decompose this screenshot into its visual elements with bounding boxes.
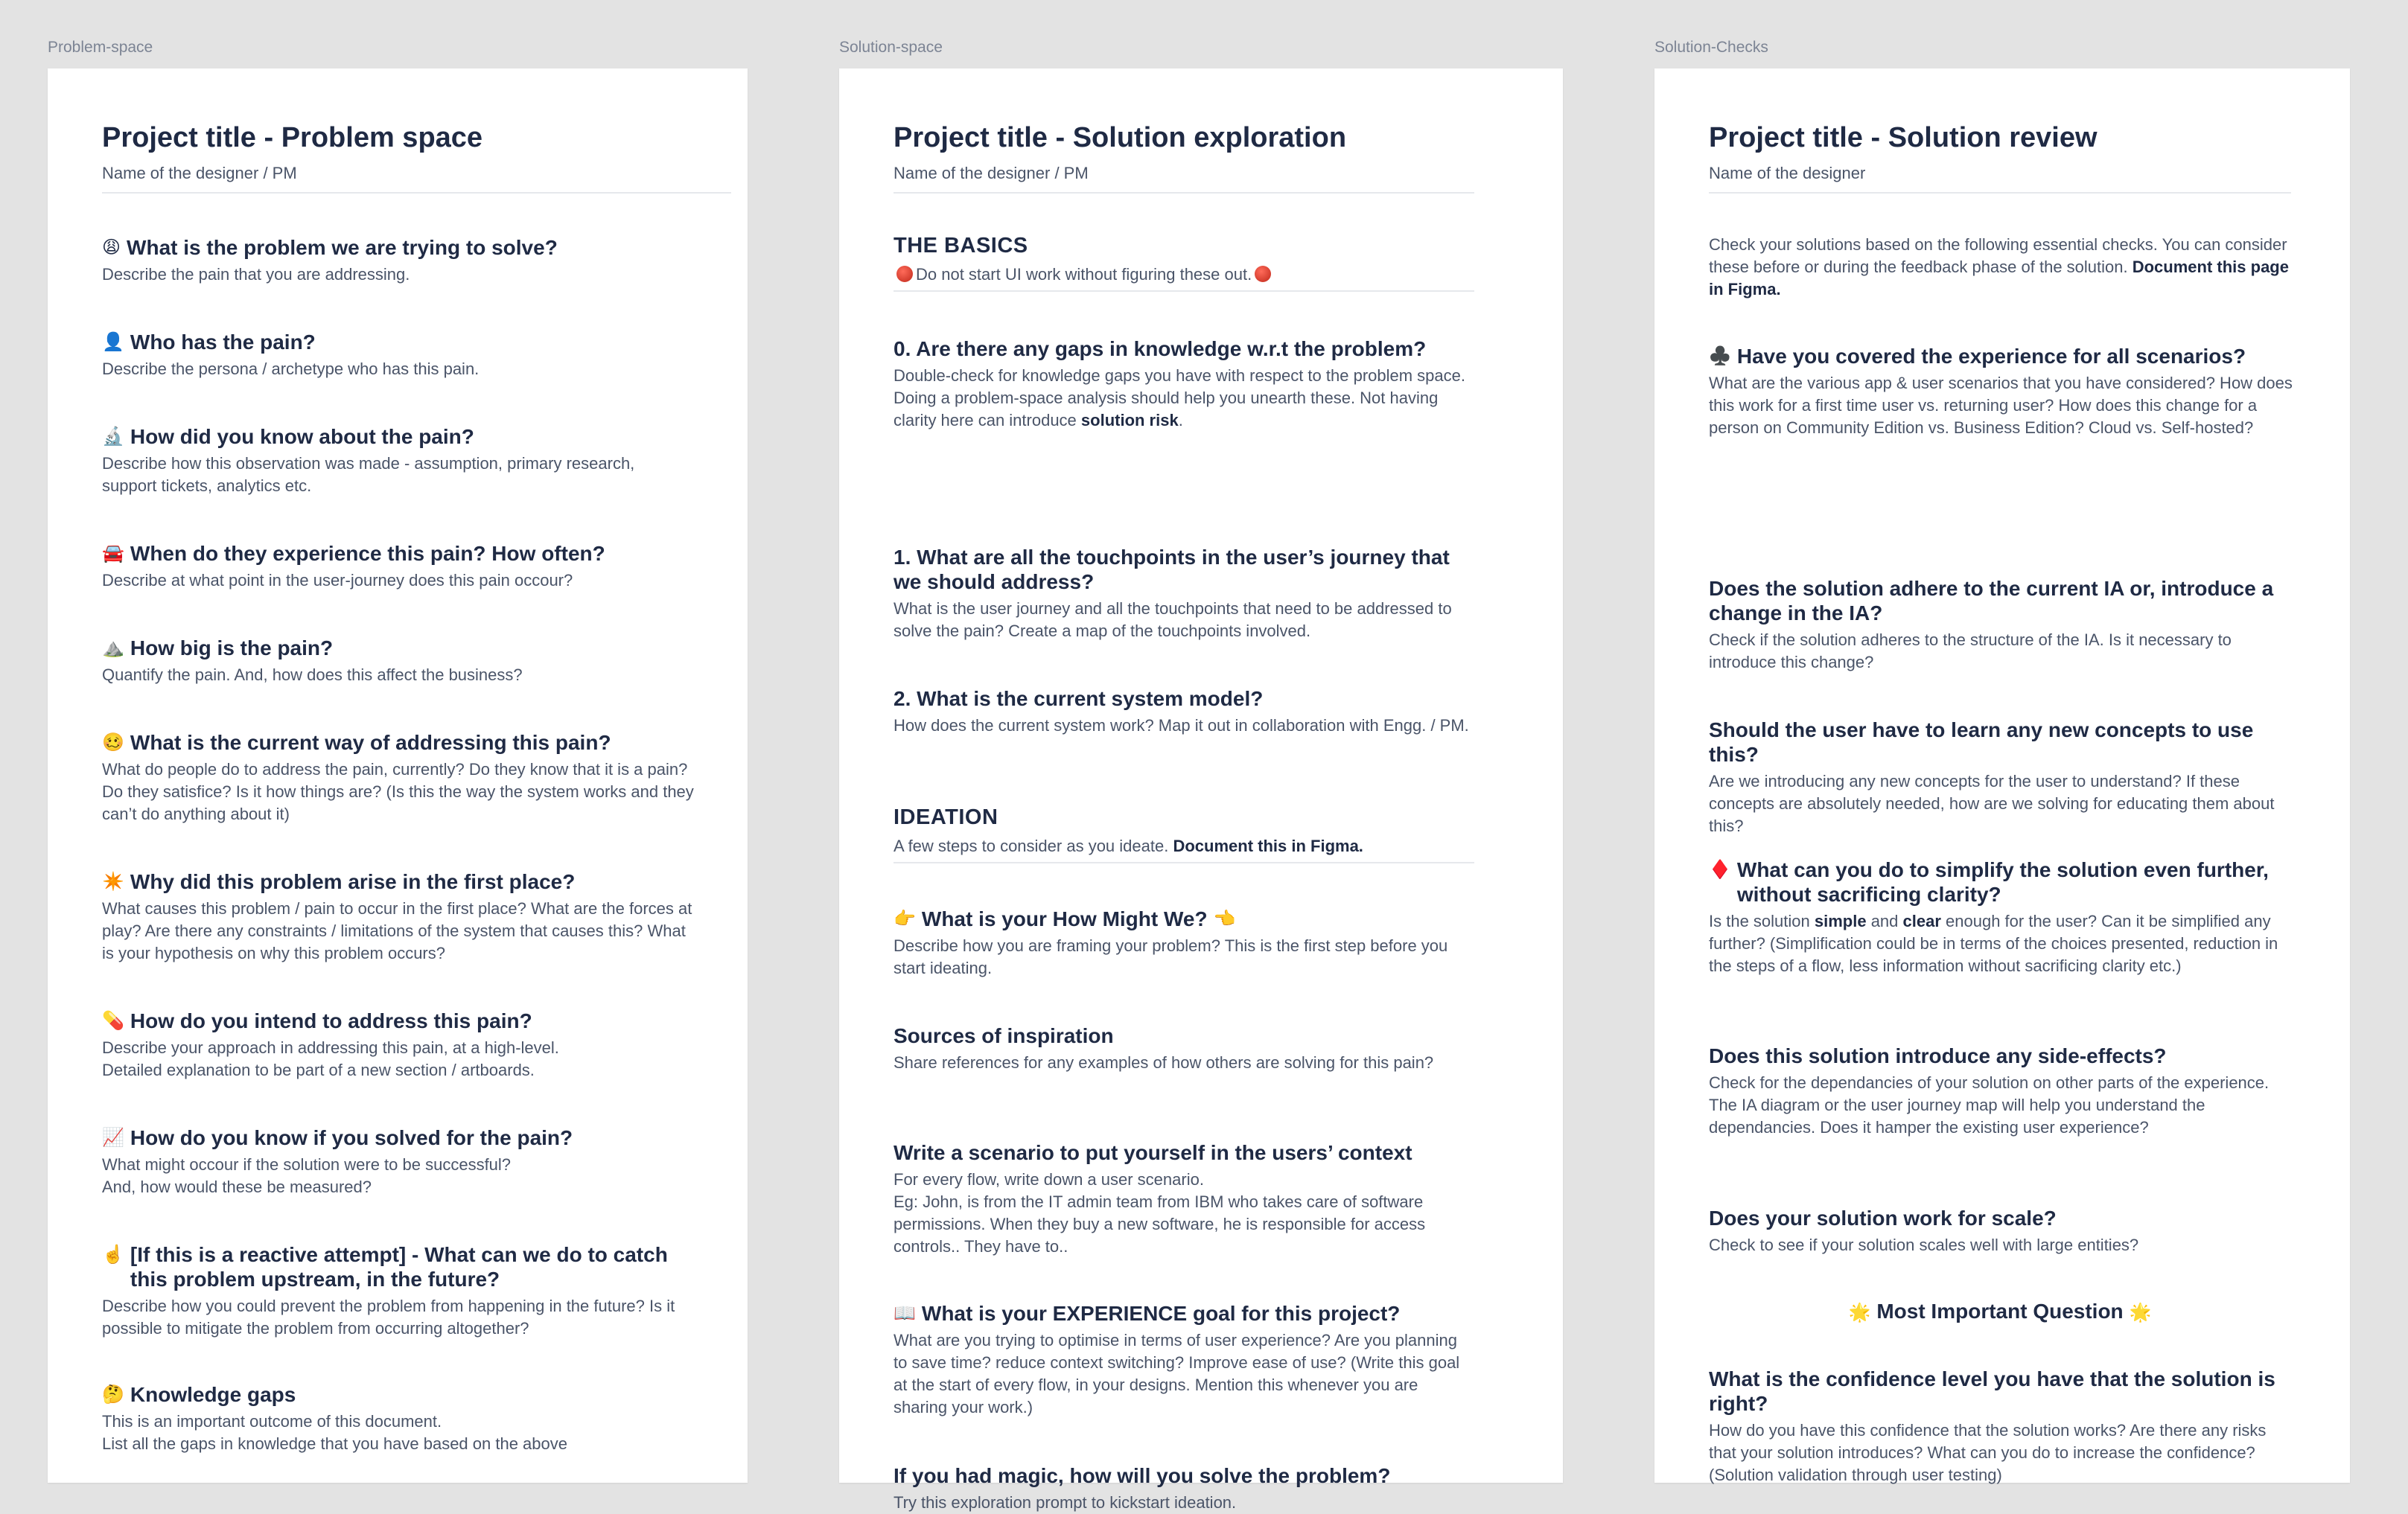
page-title: Project title - Solution exploration: [894, 122, 1347, 153]
section-title: How do you intend to address this pain?: [130, 1009, 532, 1032]
title-divider: [1709, 192, 2291, 194]
pill-icon: 💊: [102, 1011, 124, 1031]
section-body: What do people do to address the pain, currently? Do they know that it is a pain? Do they satisfice? Is it how things are? (Is this the way the system works and they can’t do anything about it): [102, 760, 694, 823]
solution-space-board[interactable]: [839, 68, 1563, 1512]
section-hmw: [894, 907, 1474, 980]
section-problem: [102, 235, 698, 286]
section-why-arise: [102, 869, 698, 965]
section-body-end: .: [1178, 411, 1183, 429]
section-title: 1. What are all the touchpoints in the user’s journey that we should address?: [894, 546, 1450, 593]
section-body: How does the current system work? Map it out in collaboration with Engg. / PM.: [894, 716, 1469, 735]
section-magic: [894, 1463, 1474, 1514]
section-title: What is the confidence level you have that the solution is right?: [1709, 1367, 2275, 1415]
section-body: What is the user journey and all the touchpoints that need to be addressed to solve the pain? Create a map of the touchpoints involved.: [894, 599, 1452, 640]
problem-space-board[interactable]: [48, 68, 748, 1483]
section-body: [894, 365, 1474, 432]
section-who: [102, 330, 698, 380]
section-reactive: [102, 1242, 698, 1340]
section-body: Describe the pain that you are addressing.: [102, 265, 410, 284]
section-body: Describe the persona / archetype who has this pain.: [102, 360, 480, 378]
section-inspiration: [894, 1023, 1474, 1074]
section-body: What are the various app & user scenarios that you have considered? How does this work for a first time user vs. returning user? How does this change for a person on Community Edition vs. Business Edition? Cloud vs. Self-hosted?: [1709, 374, 2293, 437]
section-confidence: [1709, 1367, 2297, 1486]
section-body: How do you have this confidence that the solution works? Are there any risks that your solution introduces? What can you do to increase the confidence? (Solution validation through user testing): [1709, 1421, 2267, 1484]
section-body-text: Double-check for knowledge gaps you have with respect to the problem space. Doing a problem-space analysis should help you unearth these. Not having clarity here can introduce: [894, 366, 1465, 429]
section-title: Have you covered the experience for all scenarios?: [1736, 345, 2246, 368]
ideation-divider: [894, 862, 1474, 863]
solution-checks-board[interactable]: [1654, 68, 2350, 1483]
board-label-problem-space[interactable]: Problem-space: [48, 39, 153, 56]
section-body: What are you trying to optimise in terms of user experience? Are you planning to save time? reduce context switching? Improve ease of use? (Write this goal at the start of every flow, in your designs. Mention this whenever you are sharing your work.): [894, 1331, 1460, 1416]
intro: [1709, 234, 2297, 301]
section-title: What is the problem we are trying to solve?: [127, 236, 558, 259]
book-icon: 📖: [894, 1303, 916, 1323]
body-part: enough for the user? Can it be simplified any further? (Simplification could be in terms of the choices presented, reduction in the steps of a flow, less information without sacrificing clarity etc.): [1709, 912, 2278, 975]
section-system-model: [894, 686, 1474, 737]
clear-term: clear: [1902, 912, 1941, 930]
mountain-icon: ⛰️: [102, 638, 124, 658]
section-intend: [102, 1009, 698, 1082]
section-body: Describe your approach in addressing this pain, at a high-level. Detailed explanation to be part of a new section / artboards.: [102, 1038, 559, 1079]
section-body: Check if the solution adheres to the structure of the IA. Is it necessary to introduce this change?: [1709, 630, 2232, 671]
section-title: Sources of inspiration: [894, 1024, 1114, 1047]
intro-bold: Document this page in Figma.: [1709, 258, 2289, 298]
section-title: How did you know about the pain?: [130, 425, 474, 448]
pointing-right-icon: 👉: [894, 909, 916, 929]
section-solved: [102, 1125, 698, 1198]
section-title: Does this solution introduce any side-effects?: [1709, 1044, 2167, 1067]
glowing-star-icon: 🌟: [1848, 1303, 1871, 1323]
section-title: What is your EXPERIENCE goal for this project?: [921, 1302, 1401, 1325]
designer-name: Name of the designer / PM: [102, 164, 297, 182]
red-circle-icon: [896, 266, 913, 282]
solution-risk-term: solution risk: [1080, 411, 1179, 429]
section-body: This is an important outcome of this document. List all the gaps in knowledge that you have based on the above: [102, 1412, 568, 1453]
section-body: [1709, 910, 2297, 977]
most-important-heading: [1709, 1300, 2291, 1323]
section-when: [102, 541, 698, 592]
board-label-solution-checks[interactable]: Solution-Checks: [1654, 39, 1768, 56]
basics-divider: [894, 290, 1474, 292]
section-body: What might occour if the solution were to be successful? And, how would these be measured?: [102, 1155, 512, 1196]
ideation-subtitle-bold: Document this in Figma.: [1173, 837, 1363, 855]
section-touchpoints: [894, 545, 1474, 642]
glowing-star-icon: 🌟: [2129, 1303, 2152, 1323]
pointing-left-icon: 👈: [1213, 909, 1236, 929]
section-title: If you had magic, how will you solve the problem?: [894, 1464, 1391, 1487]
star-burst-icon: ✴️: [102, 872, 124, 892]
section-new-concepts: [1709, 718, 2297, 837]
section-title: Write a scenario to put yourself in the users’ context: [894, 1141, 1412, 1164]
section-scenario: [894, 1140, 1474, 1258]
board-label-solution-space[interactable]: Solution-space: [839, 39, 943, 56]
section-title: [If this is a reactive attempt] - What can we do to catch this problem upstream, in the future?: [130, 1243, 668, 1291]
intro-text: [1709, 234, 2297, 301]
section-how-know: [102, 424, 638, 497]
body-part: and: [1866, 912, 1903, 930]
red-circle-icon: [1255, 266, 1271, 282]
section-title: How do you know if you solved for the pain?: [130, 1126, 573, 1149]
section-title: How big is the pain?: [130, 636, 334, 659]
section-title: What can you do to simplify the solution even further, without sacrificing clarity?: [1736, 858, 2269, 906]
simple-term: simple: [1814, 912, 1867, 930]
section-title: What is the current way of addressing this pain?: [130, 731, 611, 754]
title-divider: [102, 192, 731, 194]
section-title: Should the user have to learn any new concepts to use this?: [1709, 718, 2254, 766]
title-divider: [894, 192, 1474, 194]
section-title: Does the solution adhere to the current IA or, introduce a change in the IA?: [1709, 577, 2274, 625]
page-title: Project title - Solution review: [1709, 122, 2098, 153]
section-title: Why did this problem arise in the first place?: [130, 870, 576, 893]
section-knowledge-gaps: [102, 1382, 698, 1455]
body-part: Is the solution: [1709, 912, 1815, 930]
thinking-face-icon: 🤔: [102, 1384, 124, 1405]
basics-subtitle: [894, 265, 1274, 284]
ideation-subtitle-text: A few steps to consider as you ideate.: [894, 837, 1173, 855]
section-title: Does your solution work for scale?: [1709, 1207, 2057, 1230]
basics-heading: THE BASICS: [894, 234, 1028, 258]
section-body: Are we introducing any new concepts for the user to understand? If these concepts are absolutely needed, how are we solving for educating them about this?: [1709, 772, 2275, 835]
section-title: 0. Are there any gaps in knowledge w.r.t the problem?: [894, 337, 1427, 360]
section-body: Describe how this observation was made - assumption, primary research, support tickets, analytics etc.: [102, 454, 635, 495]
page-title: Project title - Problem space: [102, 122, 483, 153]
microscope-icon: 🔬: [102, 427, 124, 447]
section-body: Describe how you are framing your problem? This is the first step before you start ideating.: [894, 936, 1448, 977]
section-title: When do they experience this pain? How often?: [130, 542, 605, 565]
section-body: For every flow, write down a user scenario. Eg: John, is from the IT admin team from IBM who takes care of software permissions. When they buy a new software, he is responsible for access controls.. They have to..: [894, 1170, 1426, 1256]
section-current-way: [102, 730, 698, 825]
section-title: 2. What is the current system model?: [894, 687, 1264, 710]
designer-name: Name of the designer / PM: [894, 164, 1089, 182]
section-body: Share references for any examples of how others are solving for this pain?: [894, 1053, 1434, 1072]
section-scenarios: [1709, 344, 2297, 439]
diamond-suit-icon: ♦️: [1709, 860, 1731, 880]
weary-face-icon: 😩: [102, 237, 121, 258]
section-side-effects: [1709, 1044, 2297, 1139]
section-body: Quantify the pain. And, how does this affect the business?: [102, 665, 523, 684]
intro-body: Check your solutions based on the following essential checks. You can consider these before or during the feedback phase of the solution.: [1709, 235, 2287, 276]
woozy-face-icon: 🥴: [102, 732, 124, 753]
most-important-label: Most Important Question: [1876, 1300, 2124, 1323]
person-icon: 👤: [102, 332, 124, 352]
ideation-heading: IDEATION: [894, 805, 998, 829]
section-how-big: [102, 636, 698, 686]
car-icon: 🚘: [102, 543, 124, 563]
section-body: Try this exploration prompt to kickstart ideation.: [894, 1493, 1237, 1512]
section-title: Who has the pain?: [130, 330, 316, 354]
chart-up-icon: 📈: [102, 1128, 124, 1148]
section-body: Describe at what point in the user-journey does this pain occour?: [102, 571, 573, 590]
section-title: Knowledge gaps: [130, 1383, 296, 1406]
section-body: What causes this problem / pain to occur in the first place? What are the forces at play? Are there any constraints / limitations of the system that causes this? What is your hypothesis on why this problem occurs?: [102, 899, 692, 962]
pointing-up-icon: ☝️: [102, 1245, 124, 1265]
section-experience-goal: [894, 1301, 1474, 1419]
ideation-subtitle: [894, 837, 1363, 856]
designer-name: Name of the designer: [1709, 164, 1866, 182]
club-suit-icon: ♣️: [1709, 346, 1731, 366]
section-knowledge-gaps: [894, 336, 1474, 432]
basics-subtitle-text: Do not start UI work without figuring these out.: [916, 265, 1252, 284]
section-body: Check to see if your solution scales well with large entities?: [1709, 1236, 2139, 1254]
section-simplify: [1709, 857, 2297, 977]
section-body: Describe how you could prevent the problem from happening in the future? Is it possible to mitigate the problem from occurring altogether?: [102, 1297, 675, 1338]
section-title: What is your How Might We?: [921, 907, 1208, 930]
section-ia: [1709, 576, 2297, 674]
section-body: Check for the dependancies of your solution on other parts of the experience. The IA diagram or the user journey map will help you understand the dependancies. Does it hamper the existing user experience?: [1709, 1073, 2270, 1137]
section-scale: [1709, 1206, 2297, 1256]
